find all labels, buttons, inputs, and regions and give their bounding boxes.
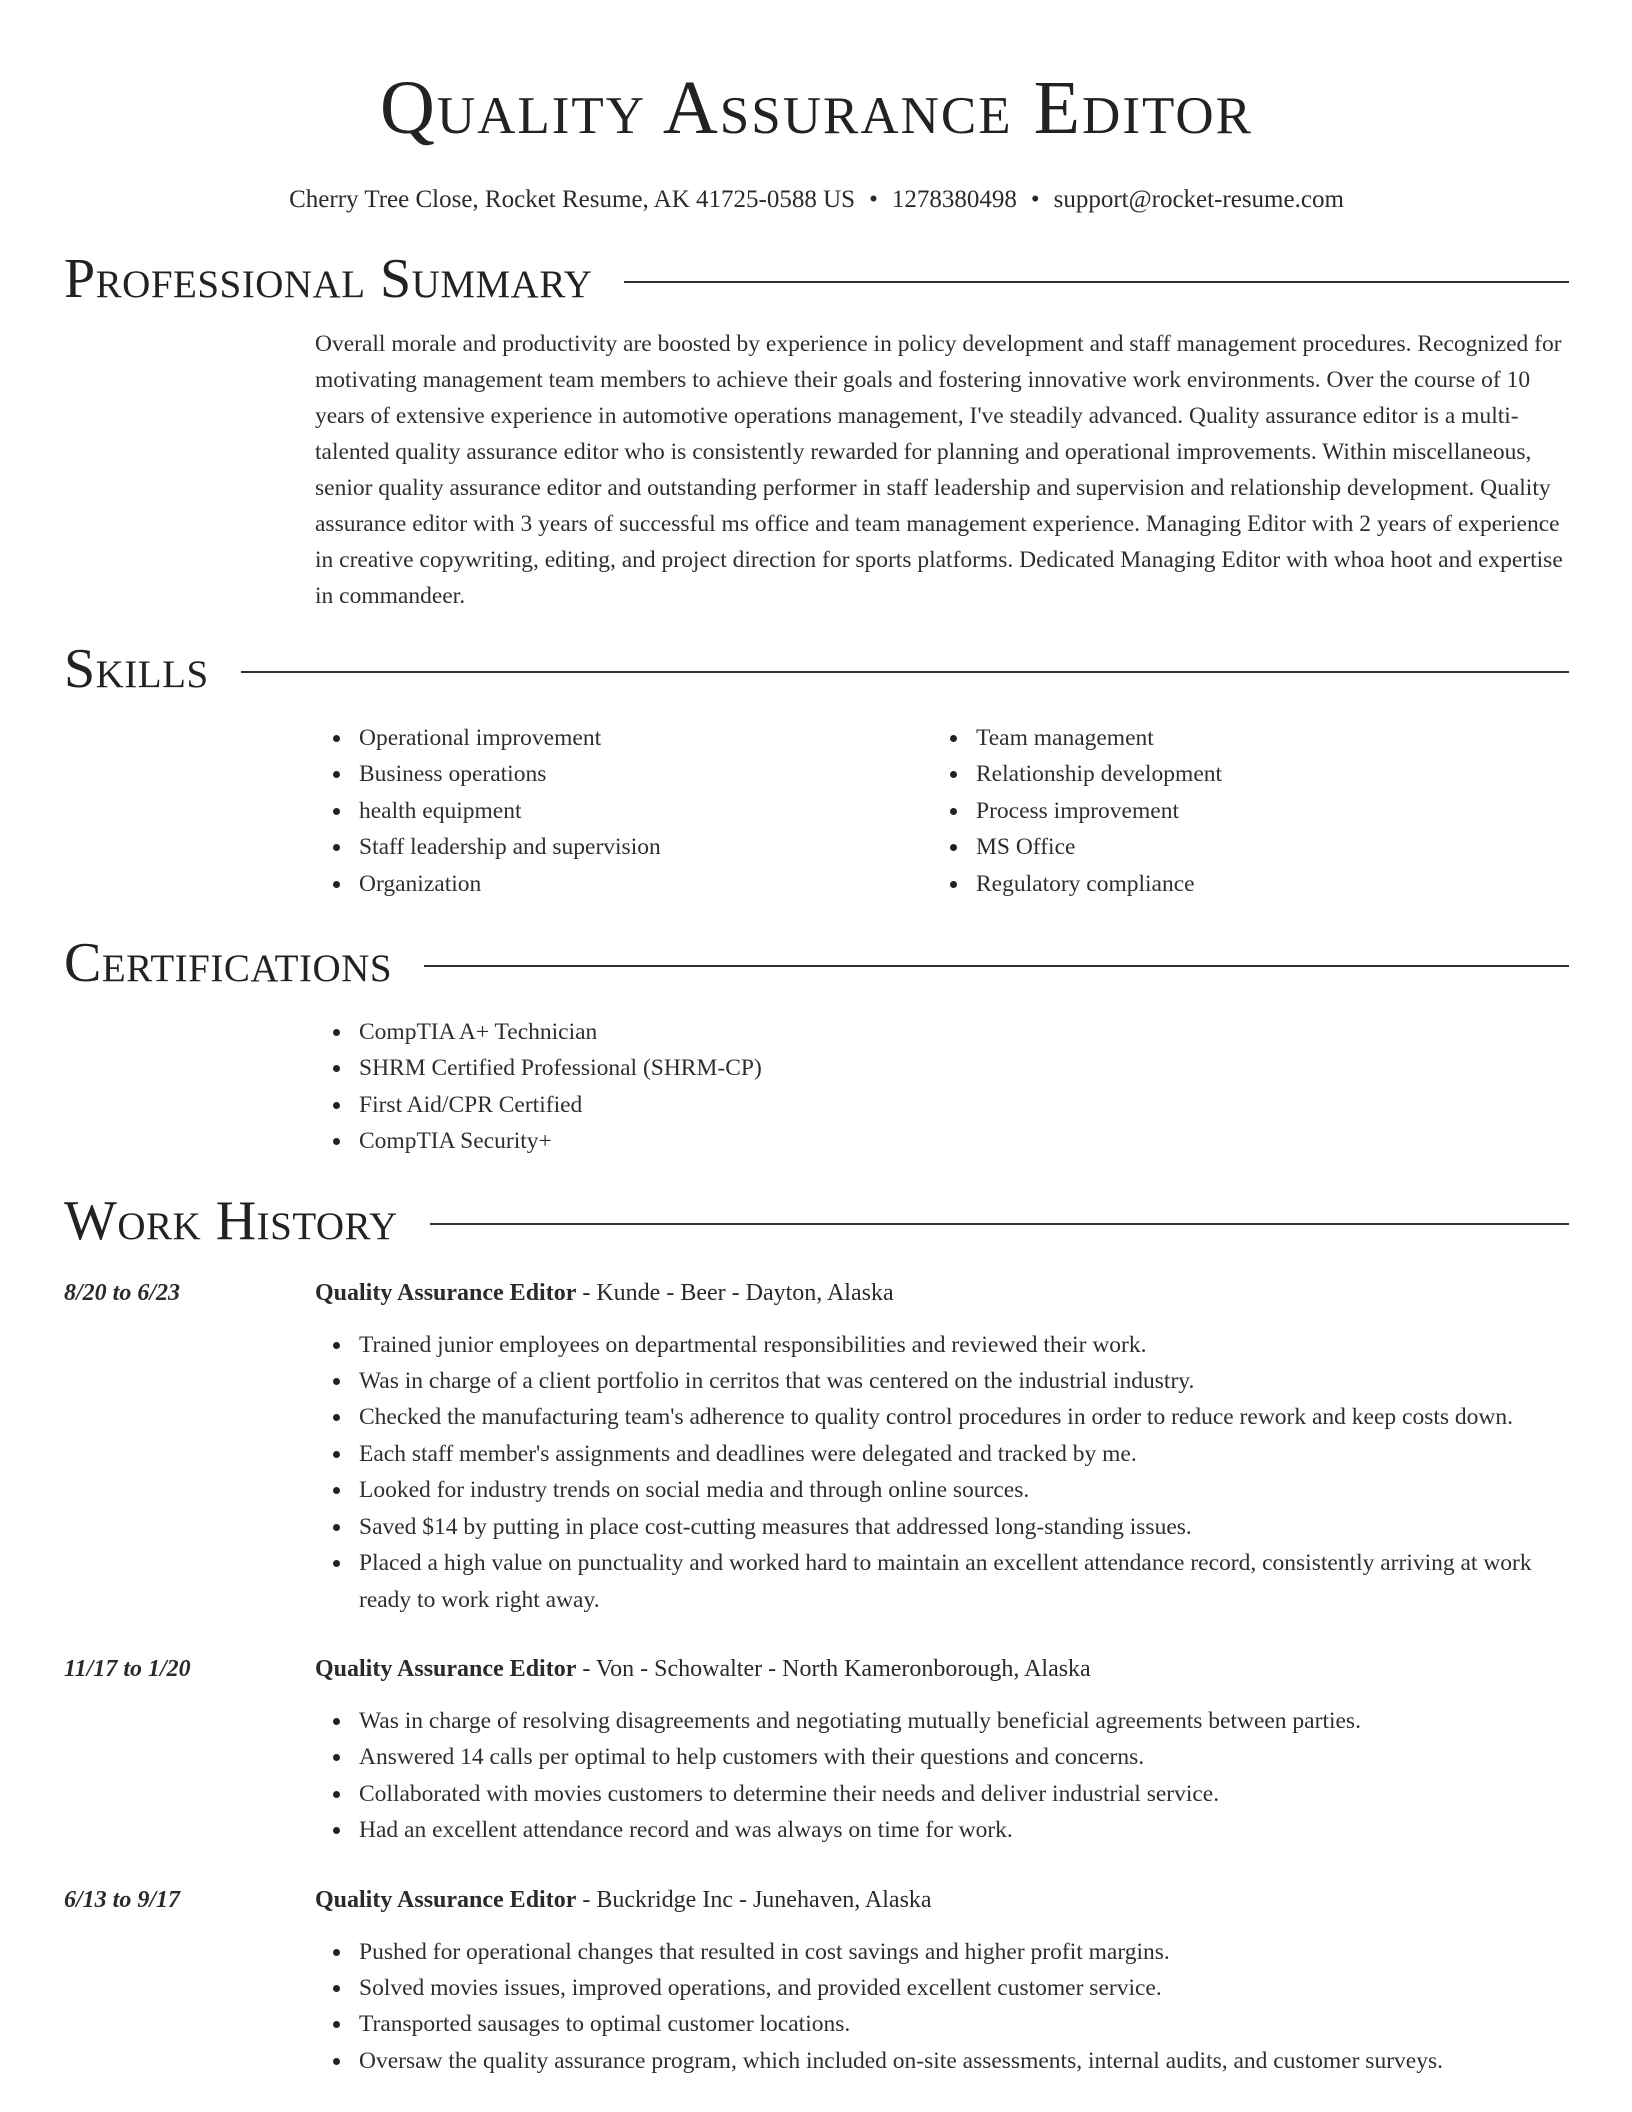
job-heading — [315, 1652, 1569, 1686]
contact-line — [64, 184, 1569, 216]
skills-grid — [315, 720, 1569, 902]
job-employer: - Buckridge Inc - Junehaven, Alaska — [576, 1886, 932, 1913]
job-entry — [64, 1276, 1569, 1618]
contact-separator: • — [869, 186, 878, 213]
section-divider — [624, 281, 1569, 283]
certifications-list — [315, 1014, 1569, 1160]
skill-item: Regulatory compliance — [976, 866, 1549, 902]
job-entry — [64, 1883, 1569, 2080]
certification-item: SHRM Certified Professional (SHRM-CP) — [359, 1050, 1569, 1086]
job-employer: - Kunde - Beer - Dayton, Alaska — [576, 1279, 894, 1306]
job-bullet: Had an excellent attendance record and was always on time for work. — [359, 1812, 1569, 1848]
skill-item: Business operations — [359, 756, 932, 792]
job-dates: 8/20 to 6/23 — [64, 1279, 181, 1306]
job-bullet: Collaborated with movies customers to determine their needs and deliver industrial service. — [359, 1776, 1569, 1812]
skills-section-header — [64, 634, 1569, 704]
skills-list-right — [932, 720, 1549, 902]
job-bullet: Trained junior employees on departmental responsibilities and reviewed their work. — [359, 1327, 1569, 1363]
skills-list-left — [315, 720, 932, 902]
skill-item: Organization — [359, 866, 932, 902]
skill-item: Process improvement — [976, 793, 1549, 829]
skills-column-right — [932, 720, 1549, 902]
skill-item: Staff leadership and supervision — [359, 829, 932, 865]
certification-item: CompTIA A+ Technician — [359, 1014, 1569, 1050]
job-employer: - Von - Schowalter - North Kameronborough, Alaska — [576, 1655, 1091, 1682]
skill-item: Operational improvement — [359, 720, 932, 756]
job-bullet: Solved movies issues, improved operations, and provided excellent customer service. — [359, 1970, 1569, 2006]
job-bullet: Looked for industry trends on social media and through online sources. — [359, 1472, 1569, 1508]
section-divider — [241, 671, 1569, 673]
skills-column-left — [315, 720, 932, 902]
job-bullet: Saved $14 by putting in place cost-cutting measures that addressed long-standing issues. — [359, 1509, 1569, 1545]
job-bullet: Pushed for operational changes that resulted in cost savings and higher profit margins. — [359, 1934, 1569, 1970]
job-bullet: Transported sausages to optimal customer locations. — [359, 2006, 1569, 2042]
certifications-heading: Certifications — [64, 932, 393, 995]
certification-item: First Aid/CPR Certified — [359, 1087, 1569, 1123]
job-heading — [315, 1276, 1569, 1310]
skill-item: Relationship development — [976, 756, 1549, 792]
job-bullet: Placed a high value on punctuality and worked hard to maintain an excellent attendance record, consistently arriving at work ready to work right away. — [359, 1545, 1569, 1618]
job-dates: 11/17 to 1/20 — [64, 1655, 191, 1682]
job-title: Quality Assurance Editor — [315, 1279, 577, 1306]
certifications-block — [315, 1014, 1569, 1160]
job-bullets — [315, 1934, 1569, 2080]
resume-name: Quality Assurance Editor — [379, 66, 1254, 150]
skill-item: health equipment — [359, 793, 932, 829]
skill-item: MS Office — [976, 829, 1549, 865]
section-divider — [430, 1223, 1569, 1225]
certifications-section-header — [64, 928, 1569, 998]
job-bullets — [315, 1703, 1569, 1849]
job-bullet: Oversaw the quality assurance program, which included on-site assessments, internal audits, and customer surveys. — [359, 2043, 1569, 2079]
summary-heading: Professional Summary — [64, 248, 593, 310]
contact-address: Cherry Tree Close, Rocket Resume, AK 41725-0588 US — [289, 186, 856, 213]
contact-email[interactable]: support@rocket-resume.com — [1053, 186, 1344, 213]
job-bullet: Was in charge of a client portfolio in cerritos that was centered on the industrial industry. — [359, 1363, 1569, 1399]
job-bullets — [315, 1327, 1569, 1618]
job-title: Quality Assurance Editor — [315, 1886, 577, 1913]
work-history-section-header — [64, 1186, 1569, 1256]
job-bullet: Checked the manufacturing team's adherence to quality control procedures in order to reduce rework and keep costs down. — [359, 1399, 1569, 1435]
job-title: Quality Assurance Editor — [315, 1655, 577, 1682]
job-bullet: Answered 14 calls per optimal to help customers with their questions and concerns. — [359, 1739, 1569, 1775]
contact-phone: 1278380498 — [891, 186, 1017, 213]
job-bullet: Was in charge of resolving disagreements and negotiating mutually beneficial agreements between parties. — [359, 1703, 1569, 1739]
section-divider — [424, 965, 1569, 967]
job-details — [315, 1883, 1569, 2080]
job-dates: 6/13 to 9/17 — [64, 1886, 181, 1913]
skill-item: Team management — [976, 720, 1549, 756]
summary-text: Overall morale and productivity are boosted by experience in policy development and staff management procedures. Recognized for motivating management team members to achieve their goals and fostering innovative work environments. Over the course of 10 years of extensive experience in automotive operations management, I've steadily advanced. Quality assurance editor is a multi-talented quality assurance editor who is consistently rewarded for planning and operational improvements. Within miscellaneous, senior quality assurance editor and outstanding performer in staff leadership and supervision and relationship development. Quality assurance editor with 3 years of successful ms office and team management experience. Managing Editor with 2 years of experience in creative copywriting, editing, and project direction for sports platforms. Dedicated Managing Editor with whoa hoot and expertise in commandeer. — [315, 331, 1563, 609]
work-history-heading: Work History — [64, 1189, 398, 1252]
job-bullet: Each staff member's assignments and deadlines were delegated and tracked by me. — [359, 1436, 1569, 1472]
job-entry — [64, 1652, 1569, 1849]
job-heading — [315, 1883, 1569, 1917]
skills-heading: Skills — [64, 638, 209, 700]
certification-item: CompTIA Security+ — [359, 1123, 1569, 1159]
contact-separator: • — [1030, 186, 1040, 213]
resume-page — [64, 0, 1569, 2079]
summary-section-header — [64, 244, 1569, 314]
job-details — [315, 1652, 1569, 1849]
job-details — [315, 1276, 1569, 1618]
